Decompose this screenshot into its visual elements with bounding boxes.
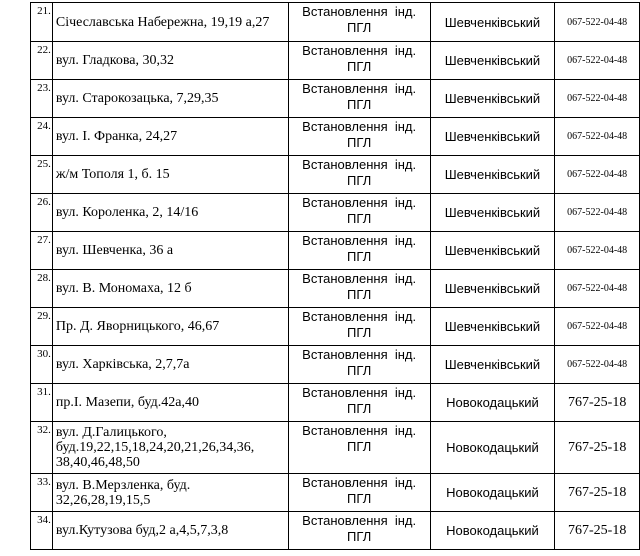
phone-cell bbox=[555, 270, 640, 308]
table-row bbox=[31, 308, 640, 346]
work-type-cell bbox=[288, 422, 430, 474]
address-text: Пр. Д. Яворницького, 46,67 bbox=[55, 319, 220, 334]
table-row bbox=[31, 232, 640, 270]
row-number: 26. bbox=[37, 196, 51, 208]
district-cell bbox=[430, 3, 555, 42]
row-number-cell bbox=[31, 80, 53, 118]
row-number: 29. bbox=[37, 310, 51, 322]
row-number-cell bbox=[31, 512, 53, 550]
work-type-text: Встановлення інд. ПГЛ bbox=[302, 423, 417, 454]
row-number: 27. bbox=[37, 234, 51, 246]
work-type-cell bbox=[288, 118, 430, 156]
row-number-cell bbox=[31, 384, 53, 422]
row-number: 25. bbox=[37, 158, 51, 170]
row-number-cell bbox=[31, 232, 53, 270]
phone-cell bbox=[555, 194, 640, 232]
work-type-cell bbox=[288, 512, 430, 550]
phone-text: 067-522-04-48 bbox=[567, 131, 628, 142]
district-text: Шевченківський bbox=[444, 129, 541, 144]
work-type-cell bbox=[288, 80, 430, 118]
table-row bbox=[31, 384, 640, 422]
address-cell bbox=[52, 270, 288, 308]
work-type-text: Встановлення інд. ПГЛ bbox=[302, 4, 417, 35]
phone-text: 767-25-18 bbox=[568, 439, 627, 455]
phone-cell bbox=[555, 474, 640, 512]
table-row bbox=[31, 3, 640, 42]
phone-cell bbox=[555, 118, 640, 156]
table-row bbox=[31, 346, 640, 384]
row-number: 31. bbox=[37, 386, 51, 398]
table-row bbox=[31, 270, 640, 308]
row-number: 24. bbox=[37, 120, 51, 132]
row-number-cell bbox=[31, 118, 53, 156]
district-text: Новокодацький bbox=[446, 440, 539, 455]
address-cell bbox=[52, 308, 288, 346]
row-number-cell bbox=[31, 3, 53, 42]
work-type-cell bbox=[288, 232, 430, 270]
phone-text: 067-522-04-48 bbox=[567, 359, 628, 370]
table-row bbox=[31, 422, 640, 474]
address-cell bbox=[52, 194, 288, 232]
district-cell bbox=[430, 232, 555, 270]
address-text: вул. В.Мерзленка, буд. 32,26,28,19,15,5 bbox=[55, 477, 191, 508]
address-cell bbox=[52, 80, 288, 118]
address-cell bbox=[52, 384, 288, 422]
row-number: 22. bbox=[37, 44, 51, 56]
work-type-text: Встановлення інд. ПГЛ bbox=[302, 347, 417, 378]
district-text: Новокодацький bbox=[446, 395, 539, 410]
address-text: вул.Кутузова буд,2 а,4,5,7,3,8 bbox=[55, 523, 229, 538]
work-type-text: Встановлення інд. ПГЛ bbox=[302, 233, 417, 264]
address-cell bbox=[52, 422, 288, 474]
address-text: вул. Гладкова, 30,32 bbox=[55, 53, 174, 68]
row-number-cell bbox=[31, 194, 53, 232]
work-type-cell bbox=[288, 3, 430, 42]
phone-cell bbox=[555, 3, 640, 42]
phone-cell bbox=[555, 80, 640, 118]
table-row bbox=[31, 512, 640, 550]
phone-cell bbox=[555, 346, 640, 384]
phone-cell bbox=[555, 156, 640, 194]
phone-text: 767-25-18 bbox=[568, 394, 627, 410]
row-number: 33. bbox=[37, 476, 51, 488]
phone-text: 067-522-04-48 bbox=[567, 169, 628, 180]
phone-cell bbox=[555, 422, 640, 474]
work-type-text: Встановлення інд. ПГЛ bbox=[302, 81, 417, 112]
address-cell bbox=[52, 118, 288, 156]
district-cell bbox=[430, 194, 555, 232]
phone-cell bbox=[555, 512, 640, 550]
phone-text: 067-522-04-48 bbox=[567, 283, 628, 294]
district-text: Шевченківський bbox=[444, 357, 541, 372]
address-cell bbox=[52, 3, 288, 42]
work-type-cell bbox=[288, 270, 430, 308]
address-text: пр.І. Мазепи, буд.42а,40 bbox=[55, 395, 199, 410]
row-number: 28. bbox=[37, 272, 51, 284]
work-type-text: Встановлення інд. ПГЛ bbox=[302, 43, 417, 74]
work-type-text: Встановлення інд. ПГЛ bbox=[302, 475, 417, 506]
address-text: вул. І. Франка, 24,27 bbox=[55, 129, 178, 144]
district-text: Новокодацький bbox=[446, 485, 539, 500]
table-row bbox=[31, 118, 640, 156]
district-cell bbox=[430, 384, 555, 422]
row-number-cell bbox=[31, 156, 53, 194]
address-text: вул. Старокозацька, 7,29,35 bbox=[55, 91, 219, 106]
table-row bbox=[31, 194, 640, 232]
work-type-text: Встановлення інд. ПГЛ bbox=[302, 195, 417, 226]
phone-text: 067-522-04-48 bbox=[567, 16, 628, 28]
district-text: Шевченківський bbox=[444, 243, 541, 258]
work-type-text: Встановлення інд. ПГЛ bbox=[302, 513, 417, 544]
phone-text: 067-522-04-48 bbox=[567, 321, 628, 332]
work-type-text: Встановлення інд. ПГЛ bbox=[302, 157, 417, 188]
district-cell bbox=[430, 346, 555, 384]
phone-text: 067-522-04-48 bbox=[567, 245, 628, 256]
phone-cell bbox=[555, 232, 640, 270]
district-cell bbox=[430, 42, 555, 80]
address-text: Січеславська Набережна, 19,19 а,27 bbox=[55, 14, 270, 30]
district-cell bbox=[430, 270, 555, 308]
row-number: 34. bbox=[37, 514, 51, 526]
phone-cell bbox=[555, 384, 640, 422]
address-text: ж/м Тополя 1, б. 15 bbox=[55, 167, 170, 182]
row-number: 21. bbox=[37, 5, 51, 17]
work-type-cell bbox=[288, 346, 430, 384]
phone-text: 067-522-04-48 bbox=[567, 93, 628, 104]
row-number-cell bbox=[31, 422, 53, 474]
phone-text: 067-522-04-48 bbox=[567, 55, 628, 66]
row-number: 32. bbox=[37, 424, 51, 436]
district-cell bbox=[430, 422, 555, 474]
address-cell bbox=[52, 512, 288, 550]
district-cell bbox=[430, 118, 555, 156]
district-text: Шевченківський bbox=[444, 53, 541, 68]
work-type-cell bbox=[288, 194, 430, 232]
address-cell bbox=[52, 474, 288, 512]
row-number-cell bbox=[31, 270, 53, 308]
row-number: 23. bbox=[37, 82, 51, 94]
row-number-cell bbox=[31, 346, 53, 384]
district-text: Шевченківський bbox=[444, 281, 541, 296]
district-text: Шевченківський bbox=[444, 14, 541, 30]
district-cell bbox=[430, 80, 555, 118]
row-number-cell bbox=[31, 308, 53, 346]
phone-cell bbox=[555, 308, 640, 346]
table-row bbox=[31, 474, 640, 512]
work-type-cell bbox=[288, 384, 430, 422]
work-type-cell bbox=[288, 308, 430, 346]
row-number-cell bbox=[31, 474, 53, 512]
address-text: вул. Харківська, 2,7,7а bbox=[55, 357, 190, 372]
phone-text: 067-522-04-48 bbox=[567, 207, 628, 218]
address-cell bbox=[52, 232, 288, 270]
table-body bbox=[31, 3, 640, 550]
address-text: вул. Короленка, 2, 14/16 bbox=[55, 205, 199, 220]
row-number-cell bbox=[31, 42, 53, 80]
table-row bbox=[31, 156, 640, 194]
address-table bbox=[30, 2, 640, 550]
work-type-text: Встановлення інд. ПГЛ bbox=[302, 309, 417, 340]
address-text: вул. Шевченка, 36 а bbox=[55, 243, 174, 258]
work-type-cell bbox=[288, 474, 430, 512]
work-type-text: Встановлення інд. ПГЛ bbox=[302, 119, 417, 150]
table-row bbox=[31, 42, 640, 80]
work-type-cell bbox=[288, 156, 430, 194]
work-type-text: Встановлення інд. ПГЛ bbox=[302, 385, 417, 416]
district-cell bbox=[430, 474, 555, 512]
district-text: Шевченківський bbox=[444, 205, 541, 220]
district-cell bbox=[430, 156, 555, 194]
phone-text: 767-25-18 bbox=[568, 484, 627, 500]
address-cell bbox=[52, 42, 288, 80]
district-cell bbox=[430, 308, 555, 346]
district-text: Новокодацький bbox=[446, 523, 539, 538]
address-text: вул. В. Мономаха, 12 б bbox=[55, 281, 192, 296]
address-cell bbox=[52, 156, 288, 194]
district-text: Шевченківський bbox=[444, 319, 541, 334]
table-row bbox=[31, 80, 640, 118]
district-text: Шевченківський bbox=[444, 91, 541, 106]
phone-text: 767-25-18 bbox=[568, 522, 627, 538]
address-cell bbox=[52, 346, 288, 384]
district-cell bbox=[430, 512, 555, 550]
row-number: 30. bbox=[37, 348, 51, 360]
address-text: вул. Д.Галицького, буд.19,22,15,18,24,20,21,26,34,36, 38,40,46,48,50 bbox=[55, 425, 255, 470]
work-type-text: Встановлення інд. ПГЛ bbox=[302, 271, 417, 302]
district-text: Шевченківський bbox=[444, 167, 541, 182]
phone-cell bbox=[555, 42, 640, 80]
work-type-cell bbox=[288, 42, 430, 80]
